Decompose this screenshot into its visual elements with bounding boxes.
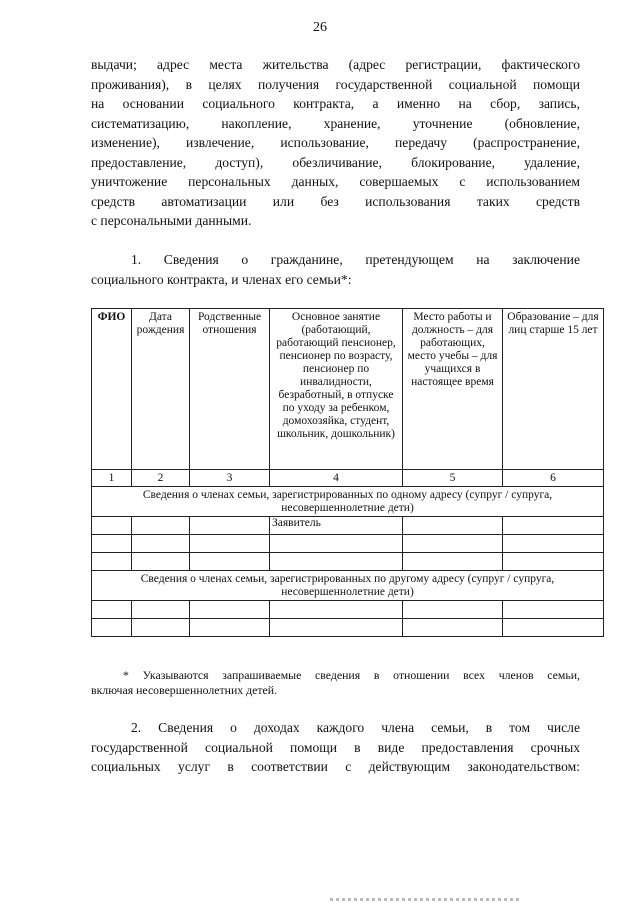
table-cell[interactable] [270,553,403,571]
table-cell[interactable] [270,601,403,619]
table-cell[interactable] [92,601,132,619]
table-cell[interactable] [403,619,503,637]
family-members-table [91,308,604,637]
footnote-line: включая несовершеннолетних детей. [91,683,278,697]
section-2-line: социальных услуг в соответствии с действующим законодательством: [91,759,580,774]
paragraph-line: систематизацию, накопление, хранение, уточнение (обновление, [91,115,580,131]
table-row [92,517,604,535]
table-cell[interactable] [92,553,132,571]
table-cell[interactable] [503,601,604,619]
table-cell[interactable] [503,553,604,571]
paragraph-line: уничтожение персональных данных, совершаемых с использованием [91,174,580,189]
page-number: 26 [313,20,327,35]
group-other-address-title: Сведения о членах семьи, зарегистрированных по другому адресу (супруг / супруга, несовершеннолетние дети) [92,571,604,601]
table-cell[interactable] [403,517,503,535]
consent-paragraph [91,55,580,231]
table-cell[interactable] [190,517,270,535]
table-cell[interactable] [190,619,270,637]
column-header-occupation: Основное занятие (работающий, работающий пенсионер, пенсионер по возрасту, пенсионер по инвалидности, безработный, в отпуске по уходу за ребенком, домохозяйка, студент, школьник, дошкольник) [270,309,403,470]
footnote-line: * Указываются запрашиваемые сведения в отношении всех членов семьи, [123,668,580,682]
table-row [92,535,604,553]
column-number: 4 [270,470,403,487]
column-number: 1 [92,470,132,487]
table-cell[interactable] [503,517,604,535]
section-2-line: государственной социальной помощи в виде предоставления срочных [91,739,580,755]
table-row [92,553,604,571]
table-cell[interactable] [132,601,190,619]
paragraph-line: средств автоматизации или без использования таких средств [91,193,580,209]
paragraph-line: выдачи; адрес места жительства (адрес регистрации, фактического [91,57,580,72]
column-header-relationship: Родственные отношения [190,309,270,470]
column-header-birth-date: Дата рождения [132,309,190,470]
paragraph-line: на основании социального контракта, а именно на сбор, запись, [91,96,580,111]
table-cell[interactable] [132,517,190,535]
table-cell[interactable] [403,553,503,571]
paragraph-line: предоставление, доступ), обезличивание, блокирование, удаление, [91,154,580,170]
group-same-address-title: Сведения о членах семьи, зарегистрированных по одному адресу (супруг / супруга, несовершеннолетние дети) [92,487,604,517]
table-row [92,619,604,637]
section-1-heading [91,250,580,289]
table-cell[interactable] [503,619,604,637]
table-row [92,601,604,619]
table-cell[interactable] [190,601,270,619]
column-number: 5 [403,470,503,487]
column-number: 2 [132,470,190,487]
column-number: 3 [190,470,270,487]
paragraph-line: изменение), извлечение, использование, передачу (распространение, [91,135,580,150]
footnote [91,668,580,698]
table-cell[interactable] [92,619,132,637]
table-cell[interactable] [92,535,132,553]
column-header-fio: ФИО [92,309,132,470]
section-1-line: 1. Сведения о гражданине, претендующем на заключение [131,252,580,267]
applicant-cell: Заявитель [270,517,403,535]
section-1-line: социального контракта, и членах его семьи*: [91,271,352,287]
table-cell[interactable] [190,553,270,571]
table-cell[interactable] [132,619,190,637]
table-cell[interactable] [132,553,190,571]
table-cell[interactable] [503,535,604,553]
table-cell[interactable] [132,535,190,553]
section-2-heading [91,718,580,777]
paragraph-line: с персональными данными. [91,213,252,228]
section-2-line: 2. Сведения о доходах каждого члена семьи, в том числе [131,720,580,735]
table-cell[interactable] [403,601,503,619]
table-cell[interactable] [270,535,403,553]
column-header-education: Образование – для лиц старше 15 лет [503,309,604,470]
paragraph-line: проживания), в целях получения государственной социальной помощи [91,76,580,92]
table-cell[interactable] [190,535,270,553]
column-number: 6 [503,470,604,487]
table-cell[interactable] [403,535,503,553]
table-cell[interactable] [270,619,403,637]
scan-artifact [330,898,520,901]
table-cell[interactable] [92,517,132,535]
column-header-workplace: Место работы и должность – для работающих, место учебы – для учащихся в настоящее время [403,309,503,470]
